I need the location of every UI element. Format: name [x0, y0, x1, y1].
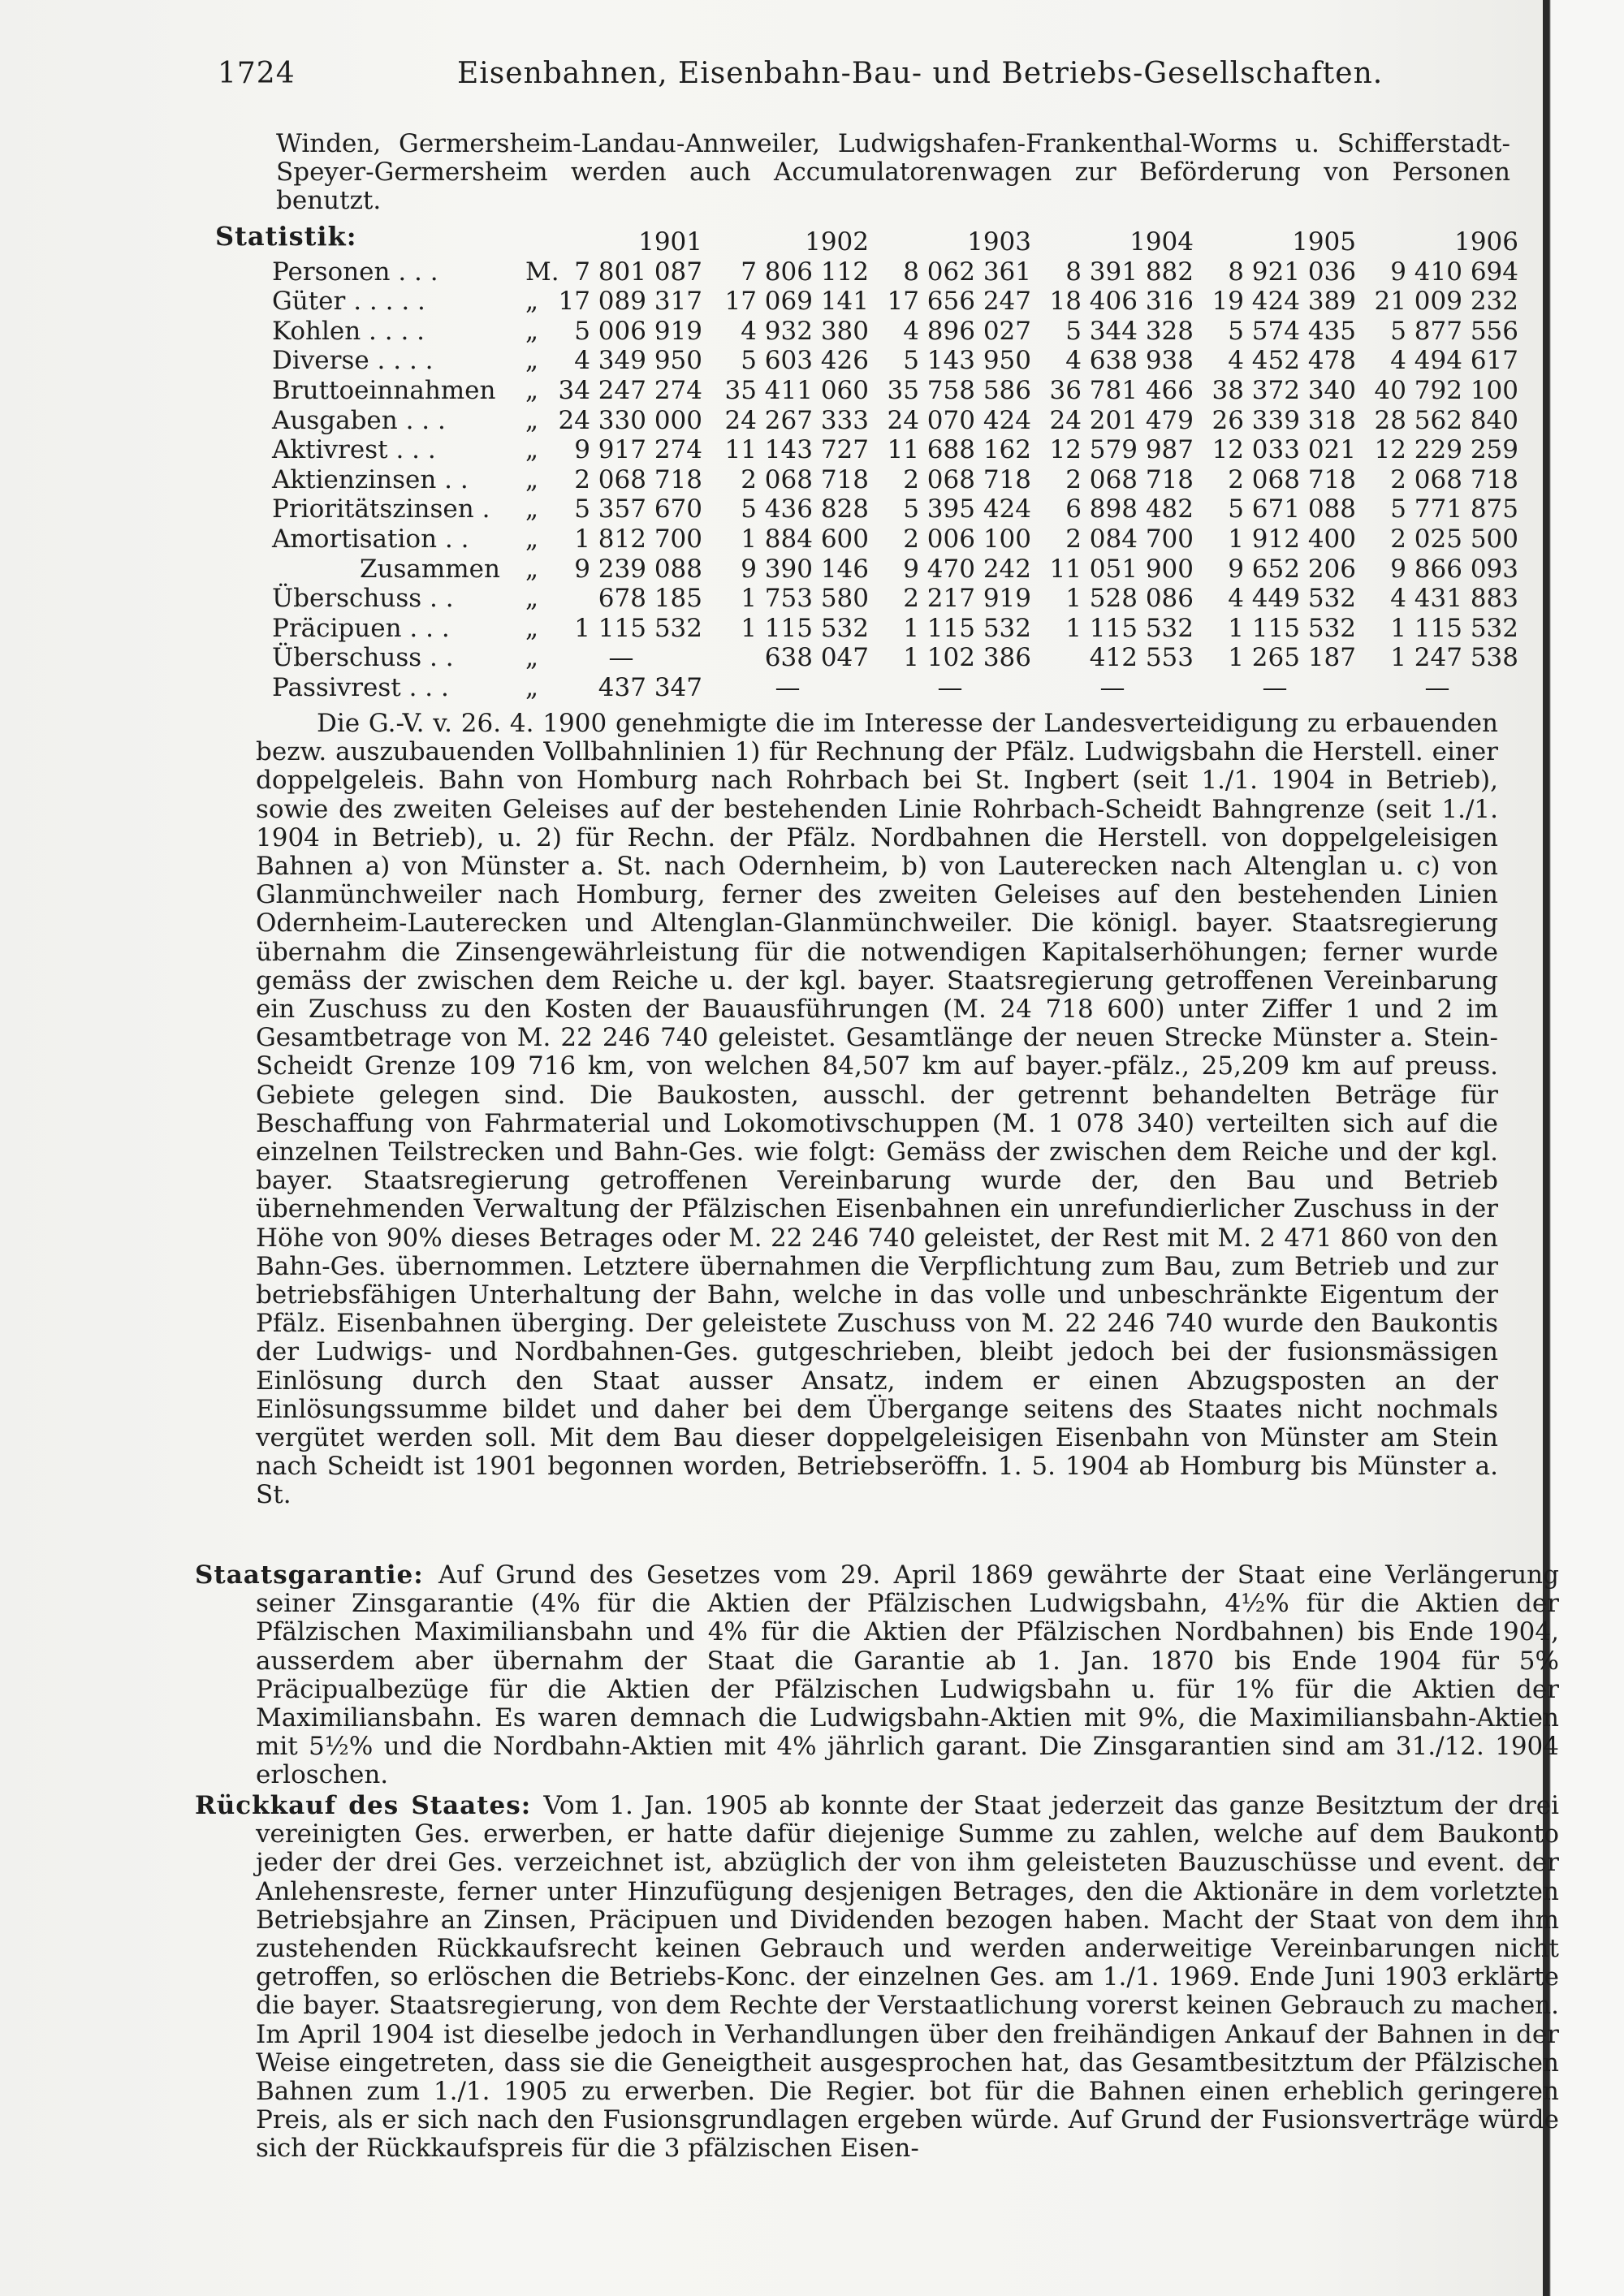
table-cell: 1 265 187	[1228, 643, 1356, 673]
table-cell: 11 051 900	[1049, 554, 1194, 584]
table-cell: 24 267 333	[724, 405, 869, 435]
table-row	[272, 584, 1518, 614]
section-rueckkauf	[195, 1792, 1559, 2164]
table-cell: —	[775, 672, 801, 702]
table-cell: 2 025 500	[1390, 524, 1518, 554]
table-cell: 5 574 435	[1228, 316, 1356, 346]
table-cell: 638 047	[764, 643, 869, 673]
table-cell: 6 898 482	[1065, 494, 1194, 524]
table-cell: 12 229 259	[1374, 435, 1518, 465]
table-cell: —	[1099, 672, 1125, 702]
paragraph-gv-text: Die G.-V. v. 26. 4. 1900 genehmigte die im Interesse der Landesverteidigung zu erbauenden bezw. auszubauenden Vollbahnlinien 1) für Rechnung der Pfälz. Ludwigsbahn die Herstell. einer doppelgeleis. Bahn von Homburg nach Rohrbach bei St. Ingbert (seit 1./1. 1904 in Betrieb), sowie des zweiten Geleises auf der bestehenden Linie Rohrbach-Scheidt Bahngrenze (seit 1./1. 1904 in Betrieb), u. 2) für Rechn. der Pfälz. Nordbahnen die Herstell. von doppelgeleisigen Bahnen a) von Münster a. St. nach Odernheim, b) von Lauterecken nach Altenglan u. c) von Glanmünchweiler nach Homburg, ferner des zweiten Geleises auf den bestehenden Linien Odernheim-Lauterecken und Altenglan-Glanmünchweiler. Die königl. bayer. Staatsregierung übernahm die Zinsengewährleistung für die notwendigen Kapitalserhöhungen; ferner wurde gemäss der zwischen dem Reiche u. der kgl. bayer. Staatsregierung getroffenen Vereinbarung ein Zuschuss zu den Kosten der Bauausführungen (M. 24 718 600) unter Ziffer 1 und 2 im Gesamtbetrage von M. 22 246 740 geleistet. Gesamtlänge der neuen Strecke Münster a. Stein-Scheidt Grenze 109 716 km, von welchen 84,507 km auf bayer.-pfälz., 25,209 km auf preuss. Gebiete gelegen sind. Die Baukosten, ausschl. der getrennt behandelten Beträge für Beschaffung von Fahrmaterial und Lokomotivschuppen (M. 1 078 340) verteilten sich auf die einzelnen Teilstrecken und Bahn-Ges. wie folgt: Gemäss der zwischen dem Reiche und der kgl. bayer. Staatsregierung getroffenen Vereinbarung wurde der, den Bau und Betrieb übernehmenden Verwaltung der Pfälzischen Eisenbahnen ein unrefundierlicher Zuschuss in der Höhe von 90% dieses Betrages oder M. 22 246 740 geleistet, der Rest mit M. 2 471 860 von den Bahn-Ges. übernommen. Letztere übernahmen die Verpflichtung zum Bau, zum Betrieb und zur betriebsfähigen Unterhaltung der Bahn, welche in das volle und unbeschränkte Eigentum der Pfälz. Eisenbahnen überging. Der geleistete Zuschuss von M. 22 246 740 wurde den Baukontis der Ludwigs- und Nordbahnen-Ges. gutgeschrieben, bleibt jedoch bei der fusionsmässigen Einlösung durch den Staat ausser Ansatz, indem er einen Abzugsposten an der Einlösungssumme bildet und daher bei dem Übergange seitens des Staates nicht nochmals vergütet werden soll. Mit dem Bau dieser doppelgeleisigen Eisenbahn von Münster am Stein nach Scheidt ist 1901 begonnen worden, Betriebseröffn. 1. 5. 1904 ab Homburg bis Münster a. St.	[256, 709, 1498, 1510]
table-cell: 1 247 538	[1390, 643, 1518, 673]
table-cell: 26 339 318	[1212, 405, 1356, 435]
table-cell: 11 688 162	[887, 435, 1031, 465]
table-cell: 4 449 532	[1228, 584, 1356, 614]
row-label: Bruttoeinnahmen	[272, 375, 496, 405]
table-cell: —	[608, 643, 634, 673]
row-label: Personen . . .	[272, 257, 438, 287]
table-row	[272, 554, 1518, 585]
row-label: Prioritätszinsen .	[272, 494, 490, 524]
table-row	[272, 287, 1518, 317]
table-cell: 5 344 328	[1065, 316, 1194, 346]
row-unit: „	[525, 584, 539, 614]
running-title: Eisenbahnen, Eisenbahn-Bau- und Betriebs-Gesellschaften.	[457, 57, 1384, 90]
staatsgarantie-heading: Staatsgarantie:	[195, 1560, 438, 1590]
year-header: 1903	[967, 227, 1031, 257]
staatsgarantie-text: Auf Grund des Gesetzes vom 29. April 1869 gewährte der Staat eine Verlängerung seiner Zinsgarantie (4% für die Aktien der Pfälzischen Ludwigsbahn, 4½% für die Aktien der Pfälzischen Maximiliansbahn und 4% für die Aktien der Pfälzischen Nordbahnen) bis Ende 1904, ausserdem aber übernahm der Staat die Garantie ab 1. Jan. 1870 bis Ende 1904 für 5% Präcipualbezüge für die Aktien der Pfälzischen Ludwigsbahn u. für 1% für die Aktien der Maximiliansbahn. Es waren demnach die Ludwigsbahn-Aktien mit 9%, die Maximiliansbahn-Aktien mit 5½% und die Nordbahn-Aktien mit 4% jährlich garant. Die Zinsgarantien sind am 31./12. 1904 erloschen.	[256, 1560, 1559, 1790]
year-header: 1902	[805, 227, 869, 257]
table-cell: 18 406 316	[1049, 287, 1194, 317]
table-cell: 1 102 386	[903, 643, 1031, 673]
rueckkauf-heading: Rückkauf des Staates:	[195, 1791, 544, 1820]
table-cell: 8 062 361	[903, 257, 1031, 287]
table-cell: 24 330 000	[558, 405, 702, 435]
table-cell: 1 115 532	[903, 613, 1031, 643]
year-header: 1901	[638, 227, 702, 257]
table-cell: 8 391 882	[1065, 257, 1194, 287]
table-cell: 4 349 950	[574, 346, 702, 376]
year-header: 1904	[1129, 227, 1194, 257]
table-cell: 5 671 088	[1228, 494, 1356, 524]
table-cell: 437 347	[598, 672, 702, 702]
table-row	[272, 464, 1518, 495]
table-cell: 2 068 718	[903, 464, 1031, 494]
statistik-heading: Statistik:	[215, 221, 357, 252]
table-cell: 17 069 141	[724, 287, 869, 317]
table-cell: 12 579 987	[1049, 435, 1194, 465]
row-unit: „	[525, 287, 539, 317]
page-header	[218, 49, 1525, 97]
table-cell: 2 217 919	[903, 584, 1031, 614]
table-cell: 5 395 424	[903, 494, 1031, 524]
table-cell: 1 812 700	[574, 524, 702, 554]
table-cell: 35 758 586	[887, 375, 1031, 405]
table-cell: 9 866 093	[1390, 554, 1518, 584]
table-cell: 1 115 532	[1065, 613, 1194, 643]
year-header-row	[272, 227, 1518, 257]
table-cell: 12 033 021	[1212, 435, 1356, 465]
table-cell: 1 884 600	[741, 524, 869, 554]
table-cell: 5 771 875	[1390, 494, 1518, 524]
row-unit: „	[525, 464, 539, 494]
table-cell: 2 068 718	[1065, 464, 1194, 494]
table-cell: 5 357 670	[574, 494, 702, 524]
table-cell: 4 494 617	[1390, 346, 1518, 376]
table-cell: 4 896 027	[903, 316, 1031, 346]
row-unit: „	[525, 435, 539, 465]
intro-paragraph: Winden, Germersheim-Landau-Annweiler, Ludwigshafen-Frankenthal-Worms u. Schifferstadt-Speyer-Germersheim werden auch Accumulatorenwagen zur Beförderung von Personen benutzt.	[276, 129, 1510, 215]
table-cell: 1 115 532	[1390, 613, 1518, 643]
table-cell: 1 753 580	[741, 584, 869, 614]
row-unit: „	[525, 346, 539, 376]
row-unit: „	[525, 494, 539, 524]
table-cell: 412 553	[1089, 643, 1194, 673]
row-unit: „	[525, 375, 539, 405]
rueckkauf-text: Vom 1. Jan. 1905 ab konnte der Staat jederzeit das ganze Besitztum der drei vereinigten Ges. erwerben, er hatte dafür diejenige Summe zu zahlen, welche auf dem Baukonto jeder der drei Ges. verzeichnet ist, abzüglich der von ihm geleisteten Bauzuschüsse und event. der Anlehensreste, ferner unter Hinzufügung desjenigen Betrages, den die Aktionäre in dem vorletzten Betriebsjahre an Zinsen, Präcipuen und Dividenden bezogen haben. Macht der Staat von dem ihm zustehenden Rückkaufsrecht keinen Gebrauch und werden anderweitige Vereinbarungen nicht getroffen, so erlöschen die Betriebs-Konc. der einzelnen Ges. am 1./1. 1969. Ende Juni 1903 erklärte die bayer. Staatsregierung, von dem Rechte der Verstaatlichung vorerst keinen Gebrauch zu machen. Im April 1904 ist dieselbe jedoch in Verhandlungen über den freihändigen Ankauf der Bahnen in der Weise eingetreten, dass sie die Geneigtheit ausgesprochen hat, das Gesamtbesitztum der Pfälzischen Bahnen zum 1./1. 1905 zu erwerben. Die Regier. bot für die Bahnen einen erheblich geringeren Preis, als er sich nach den Fusionsgrundlagen ergeben würde. Auf Grund der Fusionsverträge würde sich der Rückkaufspreis für die 3 pfälzischen Eisen-	[256, 1791, 1559, 2164]
row-unit: „	[525, 316, 539, 346]
table-cell: 1 115 532	[741, 613, 869, 643]
table-cell: 2 068 718	[1228, 464, 1356, 494]
table-cell: 34 247 274	[558, 375, 702, 405]
table-cell: 678 185	[598, 584, 702, 614]
table-row	[272, 346, 1518, 376]
row-label: Überschuss . .	[272, 584, 454, 614]
table-cell: 24 070 424	[887, 405, 1031, 435]
table-cell: 1 912 400	[1228, 524, 1356, 554]
row-label: Überschuss . .	[272, 643, 454, 673]
table-cell: —	[1262, 672, 1288, 702]
row-label: Präcipuen . . .	[272, 613, 450, 643]
table-cell: 9 917 274	[574, 435, 702, 465]
table-cell: 2 084 700	[1065, 524, 1194, 554]
row-label: Diverse . . . .	[272, 346, 434, 376]
table-cell: 2 006 100	[903, 524, 1031, 554]
table-cell: 21 009 232	[1374, 287, 1518, 317]
table-cell: —	[1424, 672, 1450, 702]
table-cell: 40 792 100	[1374, 375, 1518, 405]
table-cell: 7 806 112	[741, 257, 869, 287]
row-label: Aktienzinsen . .	[272, 464, 469, 494]
row-unit: „	[525, 643, 539, 673]
table-row	[272, 524, 1518, 555]
row-label: Amortisation . .	[272, 524, 469, 554]
table-cell: 9 390 146	[741, 554, 869, 584]
row-unit: „	[525, 524, 539, 554]
table-cell: 5 603 426	[741, 346, 869, 376]
table-cell: 38 372 340	[1212, 375, 1356, 405]
table-cell: 4 932 380	[741, 316, 869, 346]
table-cell: 9 410 694	[1390, 257, 1518, 287]
table-cell: 2 068 718	[1390, 464, 1518, 494]
row-label: Passivrest . . .	[272, 672, 449, 702]
table-row	[272, 316, 1518, 347]
row-unit: „	[525, 613, 539, 643]
table-cell: 9 470 242	[903, 554, 1031, 584]
table-cell: 35 411 060	[724, 375, 869, 405]
table-cell: 5 143 950	[903, 346, 1031, 376]
paragraph-gv	[256, 710, 1498, 1510]
table-row	[272, 673, 1514, 703]
table-cell: 5 436 828	[741, 494, 869, 524]
row-unit: „	[525, 554, 539, 584]
table-cell: 5 006 919	[574, 316, 702, 346]
table-row	[272, 494, 1518, 524]
table-cell: 7 801 087	[574, 257, 702, 287]
table-cell: 28 562 840	[1374, 405, 1518, 435]
table-row	[272, 375, 1518, 406]
table-cell: 17 656 247	[887, 287, 1031, 317]
statistik-table	[272, 227, 1518, 703]
table-cell: 4 638 938	[1065, 346, 1194, 376]
year-header: 1905	[1292, 227, 1356, 257]
table-cell: 1 115 532	[1228, 613, 1356, 643]
table-cell: 24 201 479	[1049, 405, 1194, 435]
table-cell: 2 068 718	[741, 464, 869, 494]
table-cell: 19 424 389	[1212, 287, 1356, 317]
table-cell: 36 781 466	[1049, 375, 1194, 405]
table-cell: —	[937, 672, 963, 702]
table-cell: 8 921 036	[1228, 257, 1356, 287]
table-cell: 17 089 317	[558, 287, 702, 317]
row-unit: „	[525, 672, 539, 702]
table-cell: 11 143 727	[724, 435, 869, 465]
section-staatsgarantie	[195, 1561, 1559, 1790]
table-cell: 9 652 206	[1228, 554, 1356, 584]
year-header: 1906	[1454, 227, 1518, 257]
row-label: Kohlen . . . .	[272, 316, 425, 346]
table-row	[272, 643, 1518, 673]
row-label: Zusammen	[360, 554, 500, 584]
table-cell: 5 877 556	[1390, 316, 1518, 346]
row-unit: M.	[525, 257, 559, 287]
row-label: Ausgaben . . .	[272, 405, 446, 435]
table-row	[272, 257, 1518, 287]
table-cell: 1 528 086	[1065, 584, 1194, 614]
table-cell: 1 115 532	[574, 613, 702, 643]
table-cell: 4 431 883	[1390, 584, 1518, 614]
table-cell: 9 239 088	[574, 554, 702, 584]
row-unit: „	[525, 405, 539, 435]
row-label: Aktivrest . . .	[272, 435, 436, 465]
row-label: Güter . . . . .	[272, 287, 425, 317]
statistik-rows	[272, 257, 1518, 703]
table-cell: 2 068 718	[574, 464, 702, 494]
table-row	[272, 613, 1518, 644]
table-row	[272, 405, 1518, 436]
table-row	[272, 435, 1518, 465]
page-number: 1724	[218, 57, 296, 90]
table-cell: 4 452 478	[1228, 346, 1356, 376]
